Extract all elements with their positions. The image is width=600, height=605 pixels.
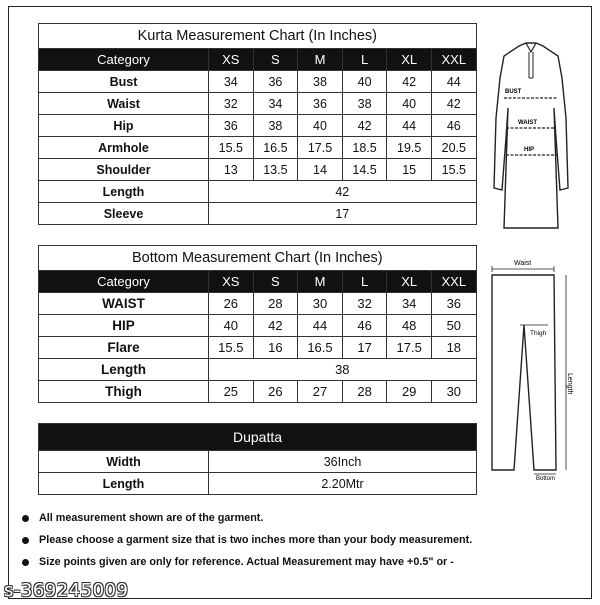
value-cell: 48 [387,315,432,337]
value-cell: 15.5 [209,337,254,359]
value-cell: 17 [209,203,477,225]
value-cell: 36 [298,93,343,115]
bottom-header-cell: XL [387,271,432,293]
kurta-waist-label: WAIST [518,120,537,126]
value-cell: 26 [209,293,254,315]
value-cell: 40 [342,71,387,93]
kurta-diagram [486,38,576,240]
value-cell: 30 [431,381,476,403]
value-cell: 40 [387,93,432,115]
value-cell: 38 [342,93,387,115]
value-cell: 17 [342,337,387,359]
bottom-measurement-table [38,245,477,403]
bottom-header-cell: XXL [431,271,476,293]
table-row [39,473,477,495]
value-cell: 42 [209,181,477,203]
value-cell: 38 [209,359,477,381]
value-cell: 13.5 [253,159,298,181]
bottom-table-title: Bottom Measurement Chart (In Inches) [39,246,477,271]
value-cell: 18 [431,337,476,359]
value-cell: 17.5 [298,137,343,159]
row-label: Shoulder [39,159,209,181]
row-label: WAIST [39,293,209,315]
value-cell: 29 [387,381,432,403]
kurta-header-cell: M [298,49,343,71]
note-item: Please choose a garment size that is two inches more than your body measurement. [22,534,582,547]
table-row [39,93,477,115]
bottom-header-row [39,271,477,293]
kurta-header-cell: XXL [431,49,476,71]
row-label: Length [39,473,209,495]
value-cell: 13 [209,159,254,181]
value-cell: 15.5 [209,137,254,159]
row-label: Flare [39,337,209,359]
table-row [39,159,477,181]
kurta-measurement-table [38,23,477,225]
value-cell: 27 [298,381,343,403]
kurta-outline [494,43,568,228]
bottom-header-cell: M [298,271,343,293]
kurta-header-cell: XL [387,49,432,71]
dupatta-table-title: Dupatta [39,424,477,451]
table-row [39,315,477,337]
value-cell: 17.5 [387,337,432,359]
value-cell: 16.5 [253,137,298,159]
kurta-table-title: Kurta Measurement Chart (In Inches) [39,24,477,49]
table-row [39,293,477,315]
bottom-header-cell: Category [39,271,209,293]
row-label: HIP [39,315,209,337]
value-cell: 34 [253,93,298,115]
watermark-id: s-369245009 [4,580,129,601]
note-item: All measurement shown are of the garment. [22,512,582,525]
row-label: Bust [39,71,209,93]
bottom-header-cell: XS [209,271,254,293]
value-cell: 46 [342,315,387,337]
value-cell: 36 [253,71,298,93]
value-cell: 36 [431,293,476,315]
value-cell: 40 [298,115,343,137]
kurta-header-cell: XS [209,49,254,71]
value-cell: 32 [209,93,254,115]
table-row [39,381,477,403]
row-label: Sleeve [39,203,209,225]
value-cell: 46 [431,115,476,137]
value-cell: 34 [209,71,254,93]
table-row [39,451,477,473]
value-cell: 25 [209,381,254,403]
bullet-icon [22,537,29,544]
value-cell: 15.5 [431,159,476,181]
table-row [39,137,477,159]
kurta-header-cell: L [342,49,387,71]
value-cell: 18.5 [342,137,387,159]
row-label: Length [39,181,209,203]
value-cell: 42 [342,115,387,137]
bottom-thigh-label: Thigh [530,330,547,337]
value-cell: 26 [253,381,298,403]
value-cell: 40 [209,315,254,337]
bullet-icon [22,559,29,566]
value-cell: 20.5 [431,137,476,159]
note-item: Size points given are only for reference. Actual Measurement may have +0.5" or - [22,556,582,569]
row-label: Length [39,359,209,381]
kurta-header-row [39,49,477,71]
row-label: Width [39,451,209,473]
row-label: Thigh [39,381,209,403]
kurta-header-cell: S [253,49,298,71]
table-row [39,359,477,381]
value-cell: 44 [298,315,343,337]
bottom-waist-label: Waist [514,260,532,267]
value-cell: 19.5 [387,137,432,159]
table-row [39,337,477,359]
value-cell: 38 [298,71,343,93]
value-cell: 50 [431,315,476,337]
value-cell: 2.20Mtr [209,473,477,495]
table-row [39,203,477,225]
bottom-diagram [484,255,580,483]
row-label: Hip [39,115,209,137]
value-cell: 14.5 [342,159,387,181]
bullet-icon [22,515,29,522]
row-label: Waist [39,93,209,115]
bottom-hem-label: Bottom [536,476,556,482]
bottom-header-cell: L [342,271,387,293]
notes-list [22,512,582,578]
dupatta-measurement-table [38,423,477,495]
table-row [39,115,477,137]
bottom-header-cell: S [253,271,298,293]
value-cell: 36Inch [209,451,477,473]
value-cell: 34 [387,293,432,315]
value-cell: 15 [387,159,432,181]
value-cell: 32 [342,293,387,315]
row-label: Armhole [39,137,209,159]
bottom-length-label: Length [566,373,573,395]
table-row [39,71,477,93]
value-cell: 14 [298,159,343,181]
value-cell: 28 [253,293,298,315]
pant-outline [492,275,556,470]
value-cell: 36 [209,115,254,137]
value-cell: 16 [253,337,298,359]
value-cell: 44 [431,71,476,93]
value-cell: 28 [342,381,387,403]
kurta-hip-label: HIP [524,147,535,153]
value-cell: 38 [253,115,298,137]
value-cell: 16.5 [298,337,343,359]
kurta-header-cell: Category [39,49,209,71]
table-row [39,181,477,203]
value-cell: 44 [387,115,432,137]
value-cell: 42 [431,93,476,115]
value-cell: 42 [387,71,432,93]
value-cell: 42 [253,315,298,337]
kurta-bust-label: BUST [505,89,522,95]
value-cell: 30 [298,293,343,315]
